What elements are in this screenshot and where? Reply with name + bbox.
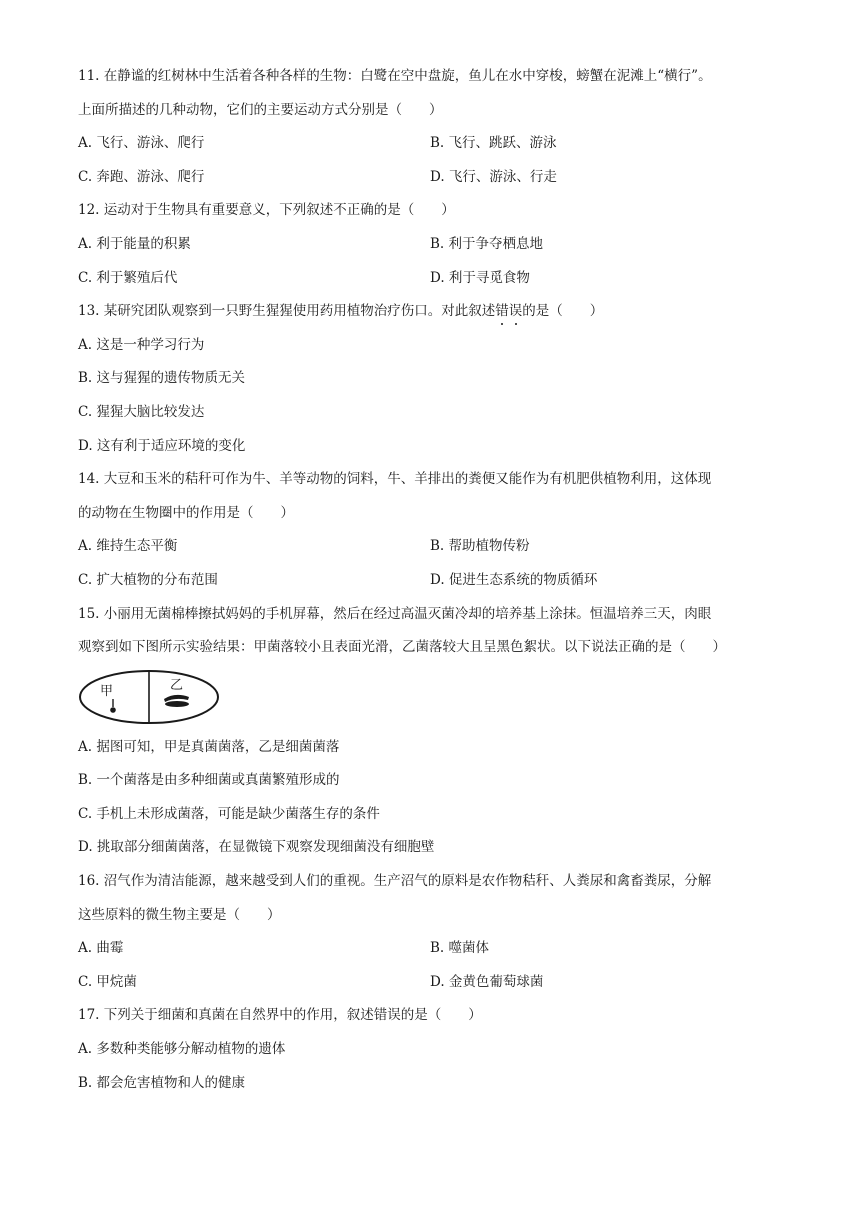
question-14-options-row2 — [78, 564, 788, 598]
colony-jia-dot — [110, 707, 116, 713]
question-11-options-row1 — [78, 127, 788, 161]
option-a: A. 这是一种学习行为 — [78, 336, 205, 353]
question-16-stem-cont: 这些原料的微生物主要是（ ） — [78, 906, 281, 923]
question-12-stem: 12. 运动对于生物具有重要意义，下列叙述不正确的是（ ） — [78, 202, 455, 219]
question-11-options-row2 — [78, 161, 788, 195]
option-c: C. 甲烷菌 — [78, 973, 137, 990]
option-b: B. 帮助植物传粉 — [430, 538, 530, 555]
option-b: B. 飞行、跳跃、游泳 — [430, 135, 557, 152]
option-b: B. 这与猩猩的遗传物质无关 — [78, 370, 246, 387]
option-d: D. 挑取部分细菌菌落，在显微镜下观察发现细菌没有细胞壁 — [78, 839, 435, 856]
colony-yi-base — [165, 701, 189, 707]
question-12-options-row2 — [78, 262, 788, 296]
option-d: D. 利于寻觅食物 — [430, 269, 530, 286]
question-16-options-row1 — [78, 932, 788, 966]
option-c: C. 奔跑、游泳、爬行 — [78, 168, 205, 185]
option-a: A. 据图可知，甲是真菌菌落，乙是细菌菌落 — [78, 738, 340, 755]
option-d: D. 促进生态系统的物质循环 — [430, 571, 598, 588]
option-a: A. 飞行、游泳、爬行 — [78, 135, 205, 152]
question-14-options-row1 — [78, 530, 788, 564]
option-a: A. 曲霉 — [78, 940, 124, 957]
question-13-stem-before: 13. 某研究团队观察到一只野生猩猩使用药用植物治疗伤口。对此叙述 — [78, 303, 496, 320]
question-16-stem: 16. 沼气作为清洁能源，越来越受到人们的重视。生产沼气的原料是农作物秸秆、人粪尿和禽畜粪尿，分解 — [78, 873, 712, 890]
question-15-stem: 15. 小丽用无菌棉棒擦拭妈妈的手机屏幕，然后在经过高温灭菌冷却的培养基上涂抹。恒温培养三天，肉眼 — [78, 605, 712, 622]
emphasis-dot-char: 错 — [495, 295, 509, 329]
exam-page — [78, 60, 788, 1100]
label-jia: 甲 — [100, 683, 114, 699]
option-b: B. 利于争夺栖息地 — [430, 235, 544, 252]
question-12-options-row1 — [78, 228, 788, 262]
option-d: D. 金黄色葡萄球菌 — [430, 973, 544, 990]
option-a: A. 利于能量的积累 — [78, 235, 191, 252]
option-d: D. 这有利于适应环境的变化 — [78, 437, 246, 454]
option-c: C. 手机上未形成菌落，可能是缺少菌落生存的条件 — [78, 805, 380, 822]
option-b: B. 一个菌落是由多种细菌或真菌繁殖形成的 — [78, 772, 340, 789]
option-b: B. 噬菌体 — [430, 940, 490, 957]
question-13-stem — [78, 295, 788, 329]
emphasis-dot-char: 误 — [509, 295, 523, 329]
question-15-stem-cont: 观察到如下图所示实验结果：甲菌落较小且表面光滑，乙菌落较大且呈黑色絮状。以下说法正确的是（ ） — [78, 639, 726, 656]
question-11-stem-cont: 上面所描述的几种动物，它们的主要运动方式分别是（ ） — [78, 101, 443, 118]
question-14-stem-cont: 的动物在生物圈中的作用是（ ） — [78, 504, 294, 521]
option-c: C. 扩大植物的分布范围 — [78, 571, 218, 588]
question-14-stem: 14. 大豆和玉米的秸秆可作为牛、羊等动物的饲料，牛、羊排出的粪便又能作为有机肥供植物利用，这体现 — [78, 471, 712, 488]
option-a: A. 维持生态平衡 — [78, 538, 178, 555]
option-a: A. 多数种类能够分解动植物的遗体 — [78, 1041, 286, 1058]
question-11-stem: 11. 在静谧的红树林中生活着各种各样的生物：白鹭在空中盘旋，鱼儿在水中穿梭，螃蟹在泥滩上“横行”。 — [78, 68, 712, 84]
question-17-stem: 17. 下列关于细菌和真菌在自然界中的作用，叙述错误的是（ ） — [78, 1007, 482, 1024]
petri-dish-illustration — [78, 669, 220, 725]
option-b: B. 都会危害植物和人的健康 — [78, 1074, 246, 1091]
question-13-stem-after: 的是（ ） — [522, 303, 604, 320]
option-c: C. 猩猩大脑比较发达 — [78, 403, 205, 420]
label-yi: 乙 — [170, 677, 184, 693]
option-d: D. 飞行、游泳、行走 — [430, 168, 557, 185]
question-16-options-row2 — [78, 966, 788, 1000]
petri-dish-figure — [78, 665, 788, 731]
option-c: C. 利于繁殖后代 — [78, 269, 178, 286]
